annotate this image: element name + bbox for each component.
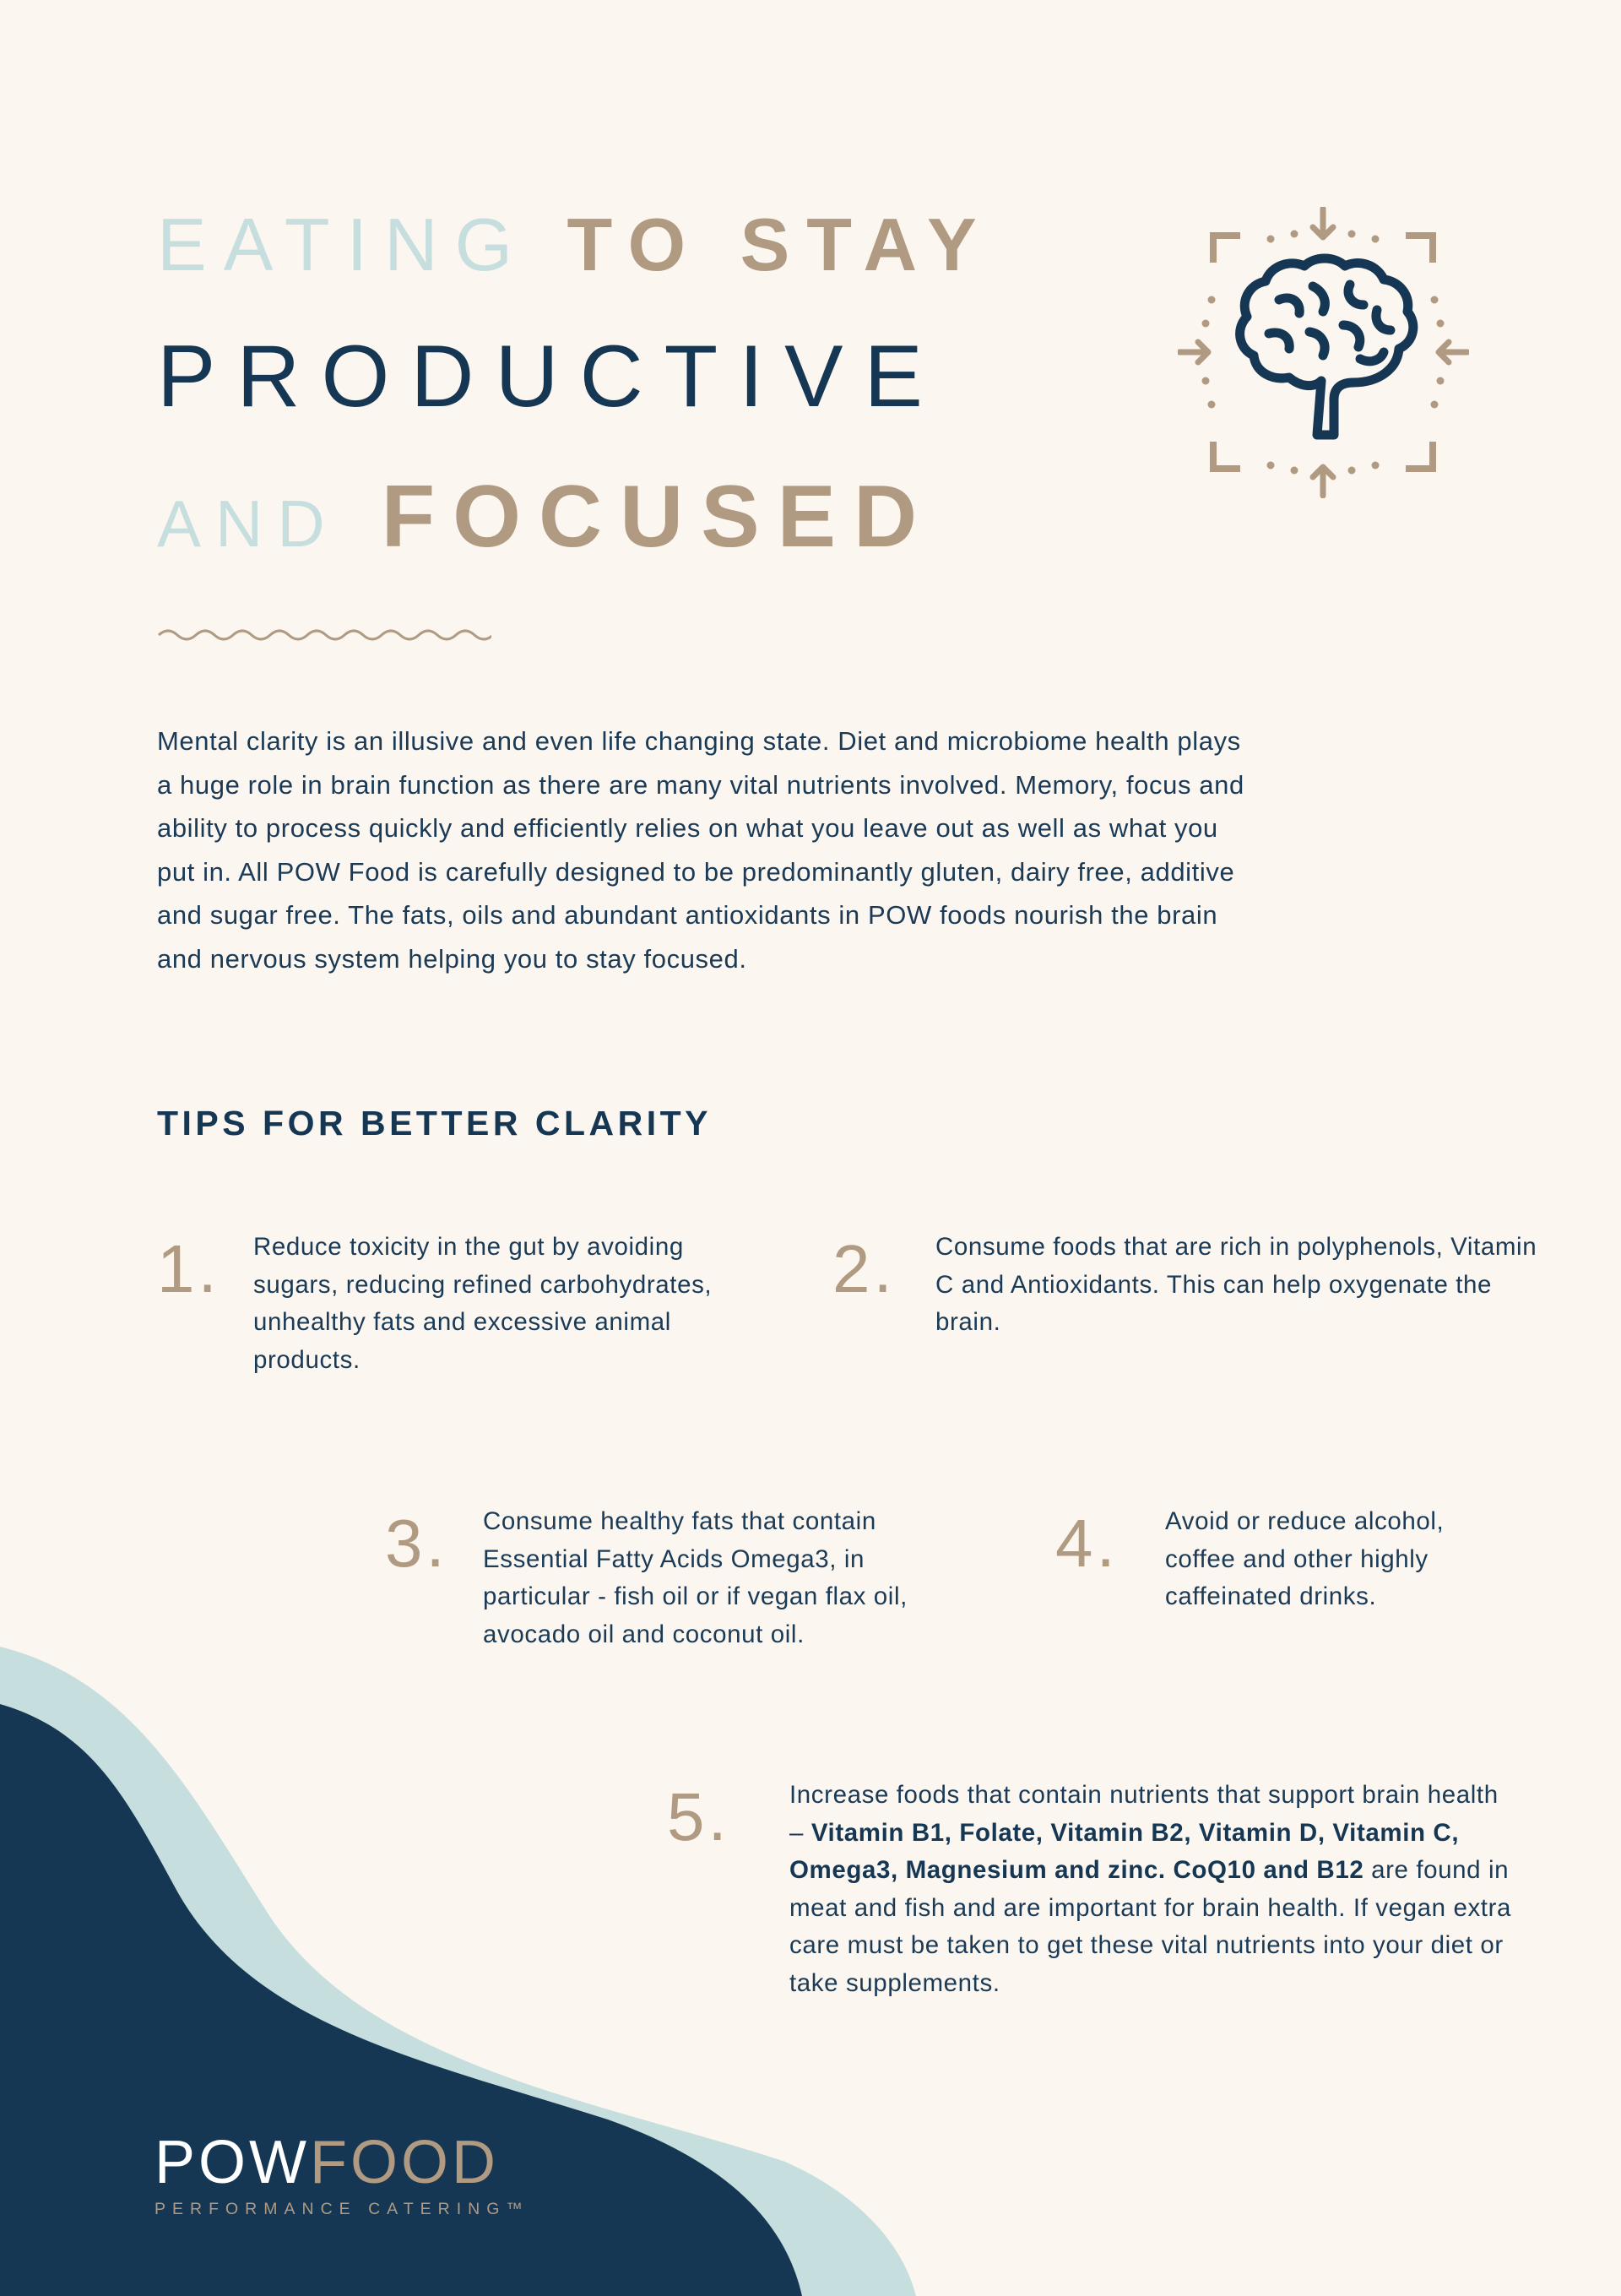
logo-pow: POW bbox=[155, 2129, 310, 2196]
tip-5-text-part1: Increase foods that contain nutrients that support brain health – bbox=[789, 1781, 1499, 1847]
tip-text bbox=[789, 1777, 1515, 2002]
tips-heading: TIPS FOR BETTER CLARITY bbox=[157, 1104, 712, 1143]
title-and: AND bbox=[157, 486, 339, 561]
logo-wordmark bbox=[155, 2129, 529, 2196]
tip-number: 1. bbox=[157, 1231, 220, 1306]
tip-text: Reduce toxicity in the gut by avoiding sugars, reducing refined carbohydrates, unhealthy fats and excessive animal products. bbox=[253, 1233, 713, 1374]
logo-food: FOOD bbox=[309, 2129, 499, 2196]
brain-focus-icon bbox=[1178, 207, 1469, 498]
title-line-3 bbox=[157, 468, 935, 566]
logo-tagline: PERFORMANCE CATERING™ bbox=[155, 2200, 529, 2218]
tip-text: Avoid or reduce alcohol, coffee and other highly caffeinated drinks. bbox=[1165, 1507, 1445, 1610]
tip-5-text-part2: are found in meat and fish and are important for brain health. If vegan extra care must be taken to get these vital nutrients into your diet or take supplements. bbox=[789, 1856, 1512, 1997]
tip-number: 3. bbox=[385, 1506, 448, 1581]
tip-number: 5. bbox=[667, 1779, 730, 1854]
title-to-stay: TO STAY bbox=[567, 203, 994, 286]
tip-number: 2. bbox=[832, 1231, 896, 1306]
tip-text: Consume healthy fats that contain Essential Fatty Acids Omega3, in particular - fish oil or if vegan flax oil, avocado oil and coconut oil. bbox=[483, 1507, 908, 1648]
tip-5-nutrients: Vitamin B1, Folate, Vitamin B2, Vitamin D, Vitamin C, Omega3, Magnesium and zinc. CoQ10 and B12 bbox=[789, 1818, 1460, 1884]
powfood-logo bbox=[155, 2129, 529, 2219]
intro-paragraph: Mental clarity is an illusive and even life changing state. Diet and microbiome health plays a huge role in brain function as there are many vital nutrients involved. Memory, focus and ability to process quickly and efficiently relies on what you leave out as well as what you put in. All POW Food is carefully designed to be predominantly gluten, dairy free, additive and sugar free. The fats, oils and abundant antioxidants in POW foods nourish the brain and nervous system helping you to stay focused. bbox=[157, 726, 1244, 974]
title-focused: FOCUSED bbox=[381, 468, 935, 566]
squiggle-divider bbox=[157, 625, 491, 645]
tip-text: Consume foods that are rich in polyphenols, Vitamin C and Antioxidants. This can help oxygenate the brain. bbox=[935, 1233, 1537, 1336]
title-productive: PRODUCTIVE bbox=[157, 328, 944, 426]
title-line-1 bbox=[157, 203, 994, 286]
tip-number: 4. bbox=[1055, 1506, 1119, 1581]
title-eating: EATING bbox=[157, 203, 530, 286]
